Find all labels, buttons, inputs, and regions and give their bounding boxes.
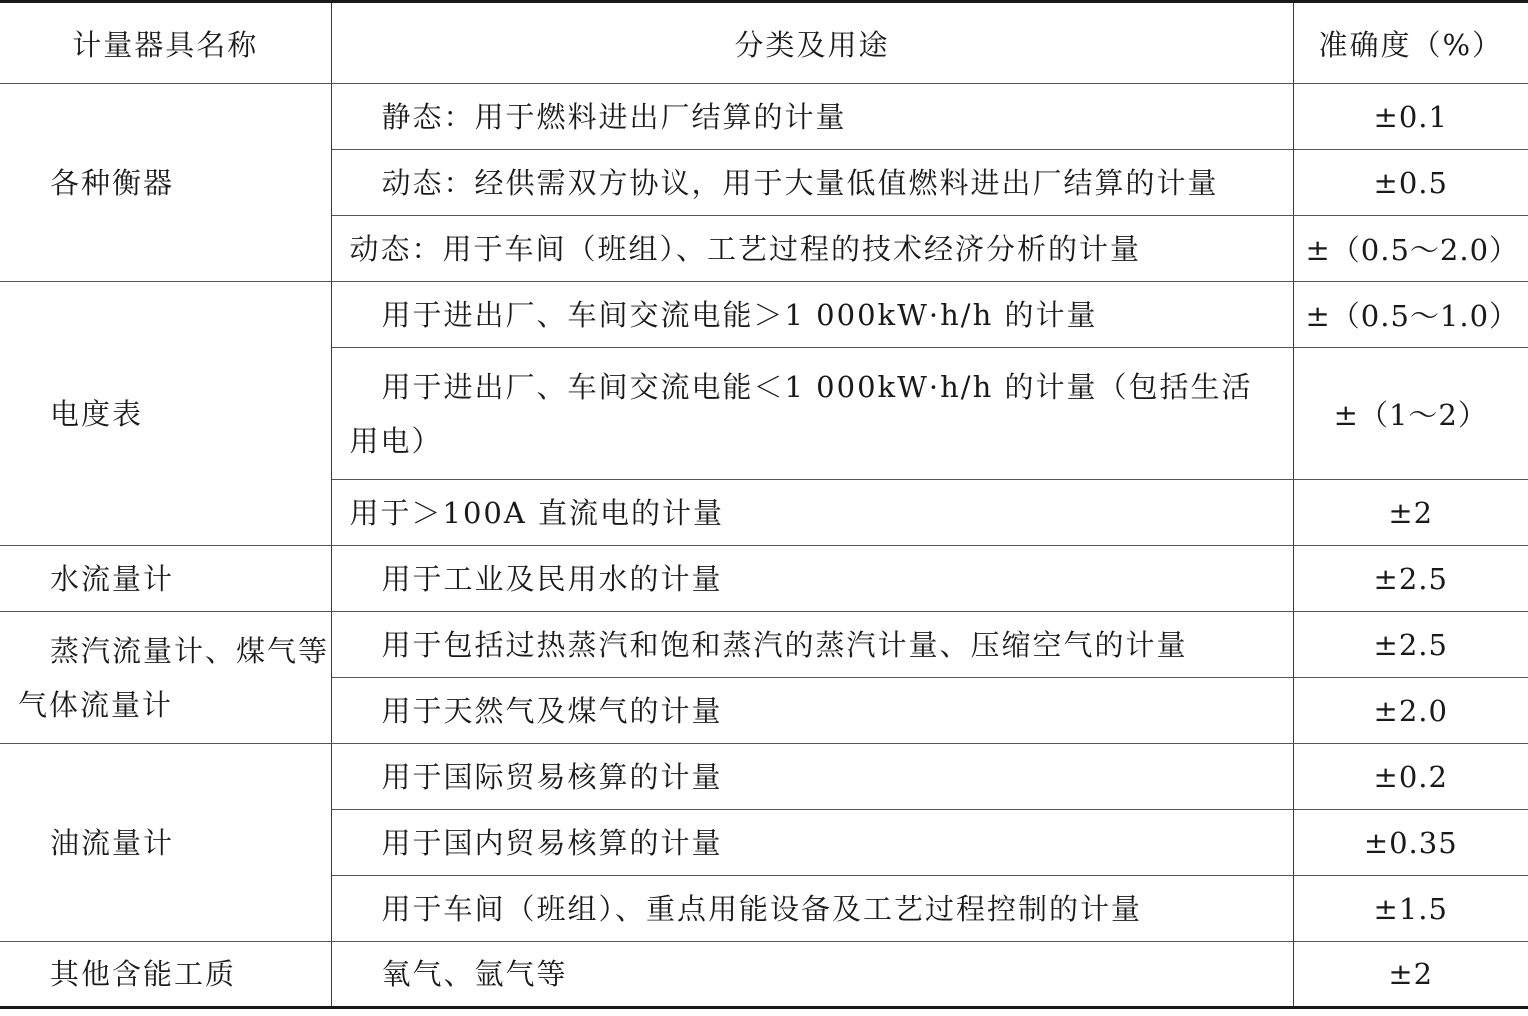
accuracy-cell: ±2 [1293, 942, 1528, 1008]
usage-cell: 用于国内贸易核算的计量 [331, 810, 1293, 876]
instrument-name-other: 其他含能工质 [0, 942, 331, 1008]
usage-cell: 用于进出厂、车间交流电能＞1 000kW·h/h 的计量 [331, 282, 1293, 348]
usage-cell: 氧气、氩气等 [331, 942, 1293, 1008]
usage-cell: 用于车间（班组）、重点用能设备及工艺过程控制的计量 [331, 876, 1293, 942]
accuracy-cell: ±2.0 [1293, 678, 1528, 744]
usage-cell: 动态：经供需双方协议，用于大量低值燃料进出厂结算的计量 [331, 150, 1293, 216]
header-classification-usage: 分类及用途 [331, 2, 1293, 84]
usage-cell: 用于天然气及煤气的计量 [331, 678, 1293, 744]
usage-cell: 静态：用于燃料进出厂结算的计量 [331, 84, 1293, 150]
usage-cell: 动态：用于车间（班组）、工艺过程的技术经济分析的计量 [331, 216, 1293, 282]
usage-cell: 用于国际贸易核算的计量 [331, 744, 1293, 810]
table-row [0, 546, 1528, 612]
usage-cell: 用于包括过热蒸汽和饱和蒸汽的蒸汽计量、压缩空气的计量 [331, 612, 1293, 678]
accuracy-cell: ±2.5 [1293, 546, 1528, 612]
table-row [0, 744, 1528, 810]
usage-cell: 用于进出厂、车间交流电能＜1 000kW·h/h 的计量（包括生活用电） [331, 348, 1293, 480]
accuracy-cell: ±（0.5～2.0） [1293, 216, 1528, 282]
instrument-name-oil: 油流量计 [0, 744, 331, 942]
header-instrument-name: 计量器具名称 [0, 2, 331, 84]
accuracy-cell: ±2 [1293, 480, 1528, 546]
table-row [0, 942, 1528, 1008]
table-header-row [0, 2, 1528, 84]
accuracy-cell: ±（1～2） [1293, 348, 1528, 480]
table-row [0, 84, 1528, 150]
table-row [0, 282, 1528, 348]
accuracy-cell: ±0.35 [1293, 810, 1528, 876]
instrument-name-scales: 各种衡器 [0, 84, 331, 282]
usage-cell: 用于工业及民用水的计量 [331, 546, 1293, 612]
accuracy-cell: ±1.5 [1293, 876, 1528, 942]
instrument-name-water: 水流量计 [0, 546, 331, 612]
table-row [0, 612, 1528, 678]
header-accuracy: 准确度（%） [1293, 2, 1528, 84]
instrument-name-meters: 电度表 [0, 282, 331, 546]
accuracy-cell: ±0.5 [1293, 150, 1528, 216]
accuracy-cell: ±2.5 [1293, 612, 1528, 678]
accuracy-cell: ±0.1 [1293, 84, 1528, 150]
accuracy-cell: ±0.2 [1293, 744, 1528, 810]
accuracy-cell: ±（0.5～1.0） [1293, 282, 1528, 348]
instrument-name-gas: 蒸汽流量计、煤气等气体流量计 [0, 612, 331, 744]
usage-cell: 用于＞100A 直流电的计量 [331, 480, 1293, 546]
